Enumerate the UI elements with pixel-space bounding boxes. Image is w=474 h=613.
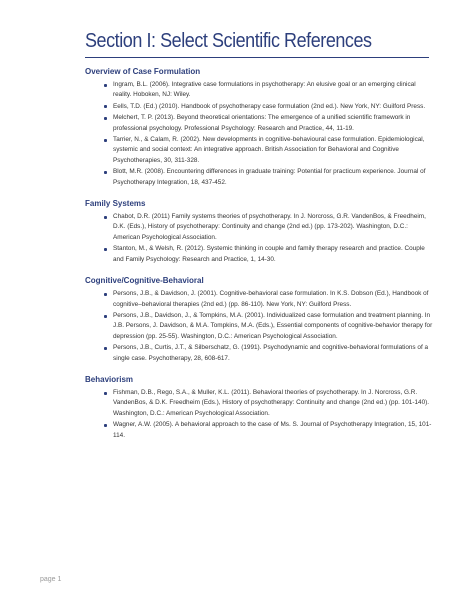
bullet-icon	[104, 105, 107, 108]
reference-list	[85, 212, 435, 265]
bullet-icon	[104, 216, 107, 219]
bullet-icon	[104, 315, 107, 318]
reference-list	[85, 80, 435, 188]
section-overview-case-formulation	[85, 66, 435, 188]
reference-item	[85, 388, 435, 419]
bullet-icon	[104, 171, 107, 174]
reference-item	[85, 167, 435, 188]
bullet-icon	[104, 424, 107, 427]
page-title: Section I: Select Scientific References	[85, 30, 372, 52]
reference-item	[85, 212, 435, 243]
section-heading: Family Systems	[85, 199, 146, 209]
reference-item	[85, 420, 435, 441]
title-divider	[85, 57, 429, 58]
section-family-systems	[85, 198, 435, 265]
reference-item	[85, 102, 435, 112]
bullet-icon	[104, 392, 107, 395]
bullet-icon	[104, 84, 107, 87]
section-heading: Overview of Case Formulation	[85, 67, 201, 76]
reference-text: Blott, M.R. (2008). Encountering differences in graduate training: Potential for practicum experience. Journal of Psychotherapy Integration, 18, 437-452.	[113, 168, 426, 186]
reference-text: Persons, J.B., & Davidson, J. (2001). Cognitive-behavioral case formulation. In K.S. Dobson (Ed.), Handbook of cognitive–behavioral therapies (2nd ed.) (pp. 86-110). New York, NY: Guilford Press.	[113, 290, 429, 308]
section-heading: Behaviorism	[85, 374, 134, 384]
reference-list	[85, 388, 435, 441]
reference-item	[85, 289, 435, 310]
reference-item	[85, 343, 435, 364]
reference-text: Ingram, B.L. (2006). Integrative case formulations in psychotherapy: An elusive goal or an emerging clinical reality. Hoboken, NJ: Wiley.	[113, 81, 416, 99]
reference-item	[85, 135, 435, 166]
reference-item	[85, 80, 435, 101]
reference-text: Persons, J.B., Davidson, J., & Tompkins, M.A. (2001). Individualized case formulation and treatment planning. In J.B. Persons, J. Davidson, & M.A. Tompkins, M.A. (Eds.), Essential components of cognitive-behavior therapy for depression (pp. 25-55). Washington, D.C.: American Psychological Association.	[113, 311, 433, 340]
reference-text: Fishman, D.B., Rego, S.A., & Muller, K.L. (2011). Behavioral theories of psychotherapy. In J. Norcross, G.R. VandenBos, & D.K. Freedheim (Eds.), History of psychotherapy: Continuity and change (2nd ed.) (pp. 101-140). Washington, D.C.: American Psychological Association.	[113, 388, 430, 417]
reference-list	[85, 289, 435, 364]
references-content	[85, 66, 435, 451]
section-heading: Cognitive/Cognitive-Behavioral	[85, 276, 204, 286]
reference-text: Eells, T.D. (Ed.) (2010). Handbook of psychotherapy case formulation (2nd ed.). New York, NY: Guilford Press.	[113, 102, 426, 110]
reference-item	[85, 311, 435, 342]
reference-text: Melchert, T. P. (2013). Beyond theoretical orientations: The emergence of a unified scientific framework in professional psychology. Professional Psychology: Research and Practice, 44, 11-19.	[113, 114, 411, 132]
reference-text: Wagner, A.W. (2005). A behavioral approach to the case of Ms. S. Journal of Psychotherapy Integration, 15, 101-114.	[113, 421, 432, 439]
reference-item	[85, 244, 435, 265]
reference-item	[85, 113, 435, 134]
reference-text: Tarrier, N., & Calam, R. (2002). New developments in cognitive-behavioural case formulation. Epidemiological, systemic and social context: An integrative approach. British Association for Behavioral and Cognitive Psychotherapies, 30, 311-328.	[113, 136, 425, 164]
bullet-icon	[104, 347, 107, 350]
page-number: page 1	[40, 576, 62, 583]
bullet-icon	[104, 248, 107, 251]
section-behaviorism	[85, 374, 435, 441]
reference-text: Chabot, D.R. (2011) Family systems theories of psychotherapy. In J. Norcross, G.R. VandenBos, & Freedheim, D.K. (Eds.), History of psychotherapy: Continuity and change (2nd ed.) (pp. 173-202). Washington, D.C.: American Psychological Association.	[113, 213, 426, 241]
bullet-icon	[104, 139, 107, 142]
section-cognitive-behavioral	[85, 275, 435, 364]
bullet-icon	[104, 293, 107, 296]
reference-text: Stanton, M., & Welsh, R. (2012). Systemic thinking in couple and family therapy research and practice. Couple and Family Psychology: Research and Practice, 1, 14-30.	[113, 245, 425, 263]
bullet-icon	[104, 117, 107, 120]
reference-text: Persons, J.B., Curtis, J.T., & Silberschatz, G. (1991). Psychodynamic and cognitive-behavioral formulations of a single case. Psychotherapy, 28, 608-617.	[113, 344, 429, 362]
